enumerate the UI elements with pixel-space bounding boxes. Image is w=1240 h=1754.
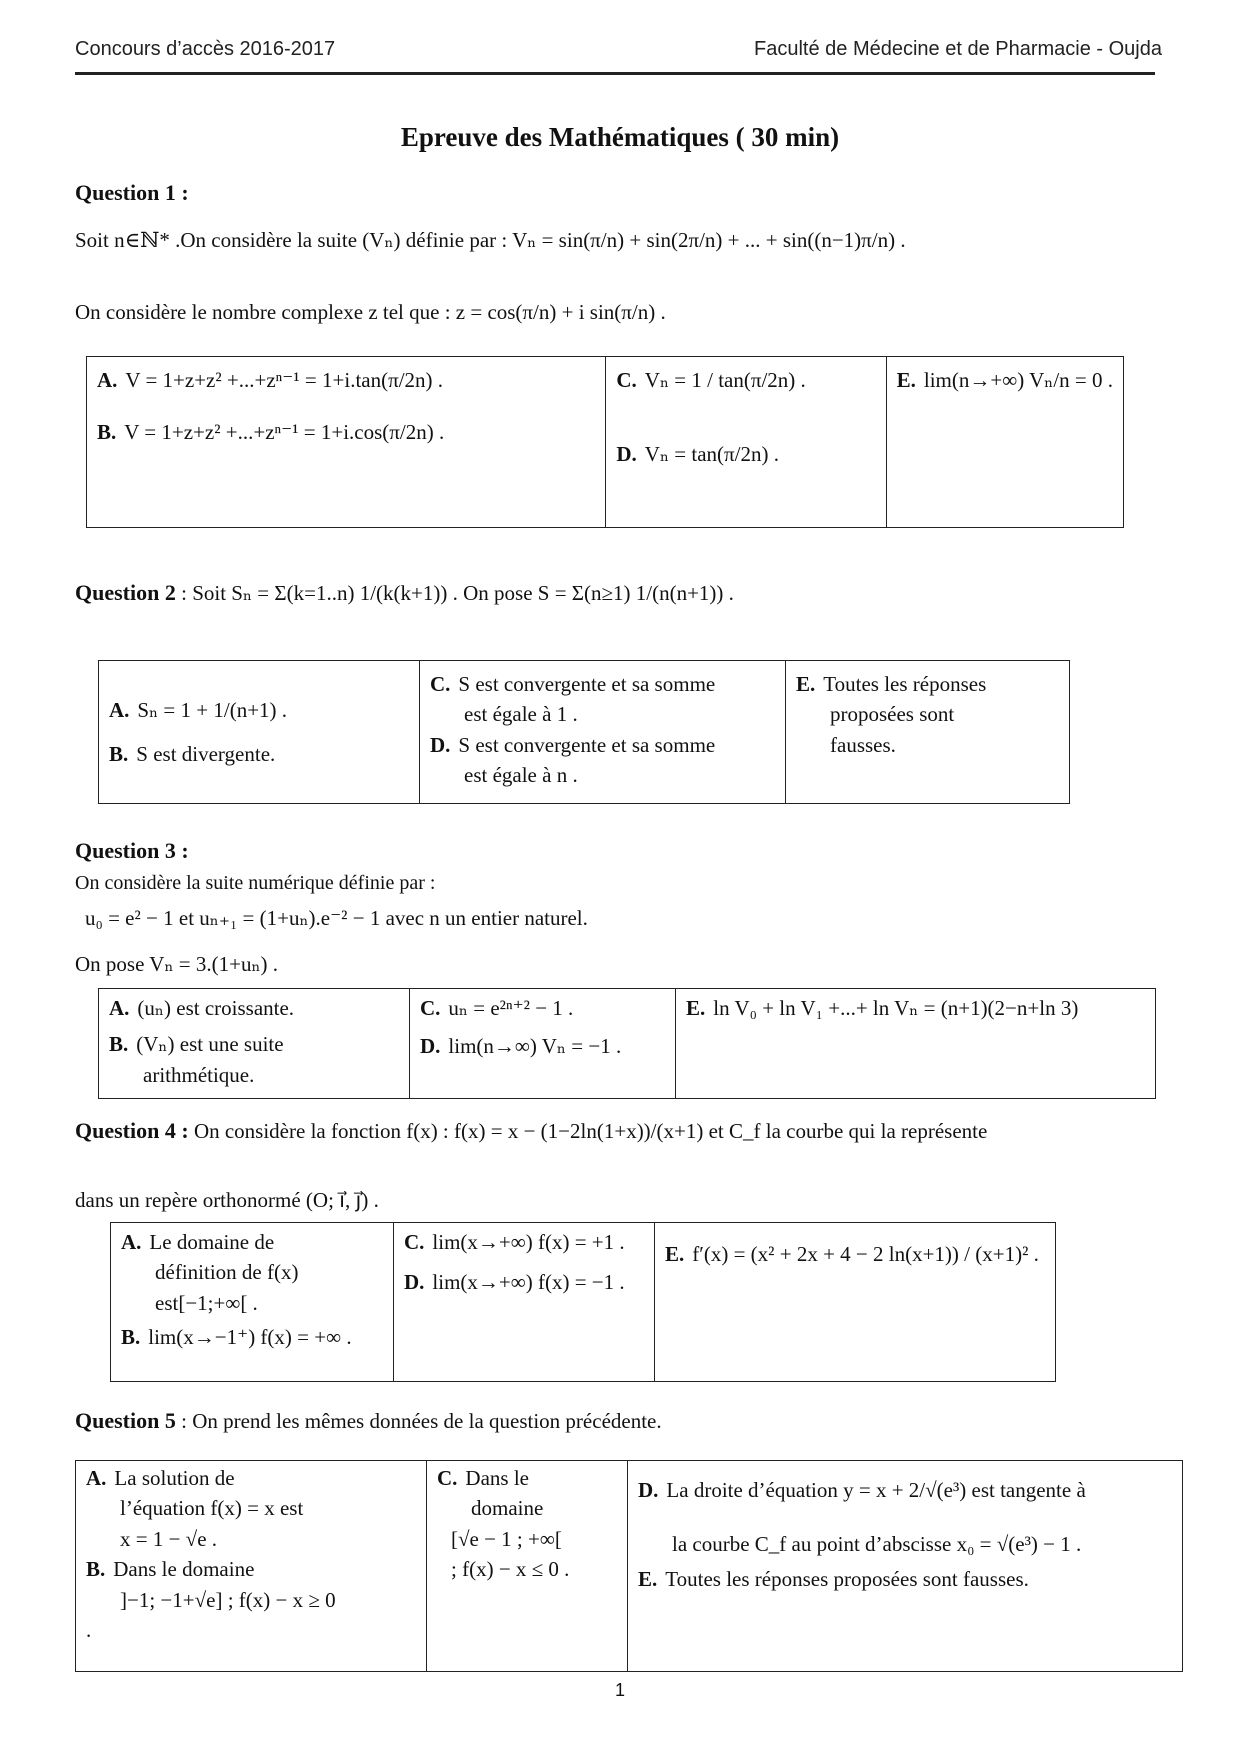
q2-option-c[interactable] (430, 669, 775, 699)
q3-label-a: A. (109, 996, 130, 1020)
q5-text-c3: [√e − 1 ; +∞[ (451, 1526, 562, 1551)
q1-label-e: E. (896, 368, 916, 392)
q1-heading: Question 1 : (75, 180, 189, 205)
q2-text-a: Sₙ = 1 + 1/(n+1) . (137, 697, 288, 722)
q3-text-b1: (Vₙ) est une suite (136, 1032, 284, 1057)
q1-label-c: C. (616, 368, 637, 392)
q3-heading: Question 3 : (75, 838, 189, 863)
q5-option-c[interactable] (437, 1463, 617, 1493)
q5-heading: Question 5 (75, 1408, 176, 1433)
q5-option-d[interactable] (638, 1475, 1172, 1505)
q5-text-d2: la courbe C_f au point d’abscisse x₀ = √(e³) − 1 . (672, 1532, 1082, 1557)
q3-text-d: lim(n→∞) Vₙ = −1 . (448, 1034, 622, 1059)
q2-option-a[interactable] (109, 695, 409, 725)
q4-option-a[interactable] (121, 1227, 383, 1257)
q1-text-c: Vₙ = 1 / tan(π/2n) . (644, 368, 806, 392)
q1-option-b[interactable] (97, 417, 595, 447)
q4-option-b[interactable] (121, 1322, 383, 1352)
q1-option-d[interactable] (616, 439, 875, 469)
q5-text-c4: ; f(x) − x ≤ 0 . (451, 1557, 570, 1582)
q4-label-d: D. (404, 1270, 425, 1295)
q3-cell-cd (410, 989, 676, 1099)
q1-options-table (86, 356, 1124, 528)
q3-line3: On pose Vₙ = 3.(1+uₙ) . (75, 952, 279, 976)
q4-line (75, 1118, 987, 1144)
q1-text-a: V = 1+z+z² +...+zⁿ⁻¹ = 1+i.tan(π/2n) . (125, 368, 444, 392)
q2-label-e: E. (796, 672, 816, 696)
q5-text-a3: x = 1 − √e . (120, 1526, 218, 1551)
q1-option-e[interactable] (897, 365, 1113, 395)
q1-cell-ab (87, 357, 606, 528)
q3-label-c: C. (420, 996, 441, 1020)
q2-cell-cd (420, 661, 786, 804)
header-left: Concours d’accès 2016-2017 (75, 38, 336, 60)
q1-text-b: V = 1+z+z² +...+zⁿ⁻¹ = 1+i.cos(π/2n) . (124, 420, 445, 445)
q3-option-a[interactable] (109, 993, 399, 1023)
page-title: Epreuve des Mathématiques ( 30 min) (400, 122, 840, 152)
q5-cell-ab (76, 1461, 427, 1672)
q4-text-d: lim(x→+∞) f(x) = −1 . (432, 1270, 625, 1295)
q4-label-a: A. (121, 1230, 142, 1254)
q2-label-c: C. (430, 672, 451, 696)
q3-label-b: B. (109, 1032, 129, 1057)
q2-text-e2: proposées sont (830, 702, 955, 727)
q5-options-table (75, 1460, 1183, 1672)
q5-label-d: D. (638, 1478, 659, 1502)
q5-text-b1: Dans le domaine (113, 1557, 255, 1582)
q2-label-d: D. (430, 732, 451, 757)
q2-label-a: A. (109, 697, 130, 722)
q4-text-a2: définition de f(x) (155, 1260, 299, 1285)
q5-text-b2: ]−1; −1+√e] ; f(x) − x ≥ 0 (120, 1587, 336, 1612)
q1-label-d: D. (616, 442, 637, 467)
q2-options-table (98, 660, 1070, 804)
q5-intro: : On prend les mêmes données de la question précédente. (181, 1409, 662, 1433)
q1-cell-e (886, 357, 1123, 528)
q3-cell-ab (99, 989, 410, 1099)
q3-option-b[interactable] (109, 1029, 399, 1059)
q5-option-b[interactable] (86, 1554, 416, 1584)
q3-text-a: (uₙ) est croissante. (137, 996, 295, 1020)
q2-option-e[interactable] (796, 669, 1059, 699)
q5-text-c2: domaine (471, 1496, 544, 1521)
q3-option-d[interactable] (420, 1031, 665, 1061)
q4-label-e: E. (665, 1242, 685, 1266)
q2-label-b: B. (109, 742, 129, 766)
q2-text-e3: fausses. (830, 732, 896, 757)
q4-text-a3: est[−1;+∞[ . (155, 1290, 258, 1315)
q2-option-b[interactable] (109, 739, 409, 769)
q4-option-d[interactable] (404, 1267, 644, 1297)
q5-option-a[interactable] (86, 1463, 416, 1493)
q1-text-e: lim(n→+∞) Vₙ/n = 0 . (923, 368, 1113, 392)
q1-line2: On considère le nombre complexe z tel que : z = cos(π/n) + i sin(π/n) . (75, 300, 666, 324)
q5-text-e: Toutes les réponses proposées sont fausses. (665, 1566, 1029, 1591)
q5-line (75, 1408, 662, 1434)
q4-options-table (110, 1222, 1056, 1382)
q2-text-c2: est égale à 1 . (464, 702, 578, 727)
q1-option-c[interactable] (616, 365, 875, 395)
q2-cell-e (786, 661, 1070, 804)
q2-cell-ab (99, 661, 420, 804)
q2-text-c1: S est convergente et sa somme (458, 672, 716, 696)
q5-text-a1: La solution de (114, 1466, 235, 1490)
q3-option-e[interactable] (686, 993, 1145, 1023)
q5-label-e: E. (638, 1566, 658, 1591)
q3-text-b2: arithmétique. (143, 1062, 255, 1087)
q3-label-d: D. (420, 1034, 441, 1059)
q5-option-e[interactable] (638, 1564, 1172, 1594)
q2-heading: Question 2 (75, 580, 176, 605)
q5-label-b: B. (86, 1557, 106, 1582)
q4-text-a1: Le domaine de (149, 1230, 275, 1254)
header-rule (75, 72, 1155, 75)
q2-text-d1: S est convergente et sa somme (458, 732, 716, 757)
q4-intro: On considère la fonction f(x) : f(x) = x − (1−2ln(1+x))/(x+1) et C_f la courbe qui la représente (193, 1119, 988, 1143)
q5-label-a: A. (86, 1466, 107, 1490)
q3-text-e: ln V₀ + ln V₁ +...+ ln Vₙ = (n+1)(2−n+ln 3) (713, 996, 1079, 1020)
q4-cell-e (655, 1223, 1056, 1382)
q5-text-a2: l’équation f(x) = x est (120, 1496, 304, 1521)
q5-label-c: C. (437, 1466, 458, 1490)
q1-cell-cd (606, 357, 886, 528)
q2-text-e1: Toutes les réponses (823, 672, 987, 696)
q2-option-d[interactable] (430, 730, 775, 760)
q4-text-e: f′(x) = (x² + 2x + 4 − 2 ln(x+1)) / (x+1)² . (692, 1242, 1039, 1266)
q4-line2: dans un repère orthonormé (O; i⃗, j⃗) . (75, 1188, 379, 1212)
q2-line (75, 580, 734, 606)
q2-text-b: S est divergente. (136, 742, 276, 766)
q3-options-table (98, 988, 1156, 1099)
q3-line1: On considère la suite numérique définie par : (75, 872, 436, 894)
q2-intro: : Soit Sₙ = Σ(k=1..n) 1/(k(k+1)) . On pose S = Σ(n≥1) 1/(n(n+1)) . (181, 581, 734, 605)
q3-label-e: E. (686, 996, 706, 1020)
q4-option-c[interactable] (404, 1227, 644, 1257)
q5-cell-de (628, 1461, 1183, 1672)
q3-cell-e (676, 989, 1156, 1099)
q2-text-d2: est égale à n . (464, 763, 578, 788)
q1-label-a: A. (97, 368, 118, 392)
q1-label-b: B. (97, 420, 117, 445)
q4-text-c: lim(x→+∞) f(x) = +1 . (432, 1230, 625, 1254)
q3-text-c: uₙ = e²ⁿ⁺² − 1 . (448, 996, 574, 1020)
q5-cell-c (427, 1461, 628, 1672)
q1-option-a[interactable] (97, 365, 595, 395)
q5-text-c1: Dans le (465, 1466, 529, 1490)
q4-cell-cd (394, 1223, 655, 1382)
q4-option-e[interactable] (665, 1239, 1045, 1269)
q4-heading: Question 4 : (75, 1118, 189, 1143)
q3-line2: u₀ = e² − 1 et uₙ₊₁ = (1+uₙ).e⁻² − 1 avec n un entier naturel. (85, 906, 588, 930)
q1-line1: Soit n∈ℕ* .On considère la suite (Vₙ) définie par : Vₙ = sin(π/n) + sin(2π/n) + ... + sin((n−1)π/n) . (75, 228, 906, 252)
q4-label-b: B. (121, 1325, 141, 1350)
q5-text-d1: La droite d’équation y = x + 2/√(e³) est tangente à (666, 1478, 1086, 1502)
q1-text-d: Vₙ = tan(π/2n) . (644, 442, 779, 467)
q4-label-c: C. (404, 1230, 425, 1254)
header-right: Faculté de Médecine et de Pharmacie - Oujda (754, 38, 1162, 60)
page-number: 1 (614, 1680, 625, 1700)
q4-text-b: lim(x→−1⁺) f(x) = +∞ . (148, 1325, 352, 1350)
q3-option-c[interactable] (420, 993, 665, 1023)
q4-cell-ab (111, 1223, 394, 1382)
q5-text-b3: . (86, 1618, 92, 1643)
